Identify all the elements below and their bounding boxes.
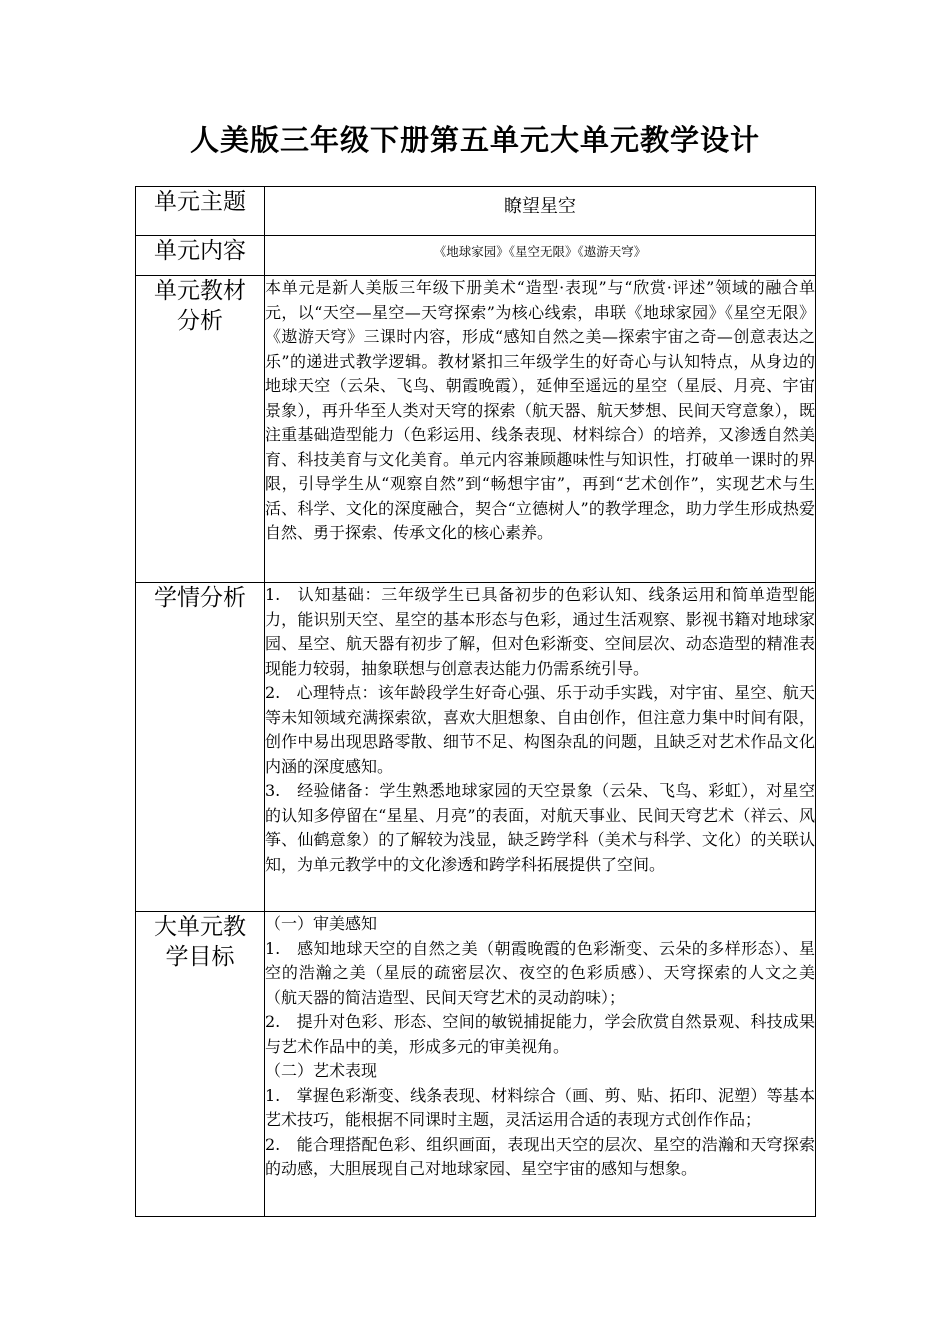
goal-section-heading: （一）审美感知 [265, 914, 378, 933]
learner-item: 3. 经验储备：学生熟悉地球家园的天空景象（云朵、飞鸟、彩虹），对星空的认知多停留在“星星、月亮”的表面，对航天事业、民间天穹艺术（祥云、风筝、仙鹤意象）的了解较为浅显，缺乏跨学科（美术与科学、文化）的关联认知，为单元教学中的文化渗透和跨学科拓展提供了空间。 [265, 781, 815, 874]
page-title: 人美版三年级下册第五单元大单元教学设计 [189, 123, 760, 157]
row-material-analysis [136, 276, 816, 583]
unit-design-table [135, 186, 816, 1217]
label-line: 学目标 [165, 944, 235, 970]
label-line: 分析 [177, 308, 223, 334]
goal-item: 1. 掌握色彩渐变、线条表现、材料综合（画、剪、贴、拓印、泥塑）等基本艺术技巧，能根据不同课时主题，灵活运用合适的表现方式创作作品； [265, 1085, 815, 1129]
cell-learner-analysis [265, 583, 816, 912]
label-text: 单元主题 [154, 189, 246, 215]
label-text: 单元内容 [154, 238, 246, 264]
unit-content-value: 《地球家园》《星空无限》《遨游天穹》 [433, 244, 647, 259]
label-line: 大单元教 [154, 914, 246, 940]
goal-item: 2. 提升对色彩、形态、空间的敏锐捕捉能力，学会欣赏自然景观、科技成果与艺术作品中的美，形成多元的审美视角。 [265, 1012, 815, 1056]
row-unit-theme [136, 187, 816, 236]
cell-unit-goals [265, 912, 816, 1217]
row-unit-goals [136, 912, 816, 1217]
unit-theme-value: 瞭望星空 [504, 196, 576, 217]
goal-item: 2. 能合理搭配色彩、组织画面，表现出天空的层次、星空的浩瀚和天穹探索的动感，大胆展现自己对地球家园、星空宇宙的感知与想象。 [265, 1134, 815, 1178]
row-learner-analysis [136, 583, 816, 912]
goal-item: 1. 感知地球天空的自然之美（朝霞晚霞的色彩渐变、云朵的多样形态）、星空的浩瀚之美（星辰的疏密层次、夜空的色彩质感）、天穹探索的人文之美（航天器的简洁造型、民间天穹艺术的灵动韵味）； [265, 938, 815, 1007]
cell-material-analysis [265, 276, 816, 583]
label-unit-goals [136, 912, 265, 1217]
cell-unit-theme [265, 187, 816, 236]
label-learner-analysis [136, 583, 265, 912]
label-line: 单元教材 [154, 278, 246, 304]
learner-item: 1. 认知基础：三年级学生已具备初步的色彩认知、线条运用和简单造型能力，能识别天空、星空的基本形态与色彩，通过生活观察、影视书籍对地球家园、星空、航天器有初步了解，但对色彩渐变、空间层次、动态造型的精准表现能力较弱，抽象联想与创意表达能力仍需系统引导。 [265, 585, 815, 678]
cell-unit-content [265, 236, 816, 276]
label-unit-content [136, 236, 265, 276]
label-unit-theme [136, 187, 265, 236]
label-material-analysis [136, 276, 265, 583]
goal-section-heading: （二）艺术表现 [265, 1061, 378, 1080]
learner-item: 2. 心理特点：该年龄段学生好奇心强、乐于动手实践，对宇宙、星空、航天等未知领域充满探索欲，喜欢大胆想象、自由创作，但注意力集中时间有限，创作中易出现思路零散、细节不足、构图杂乱的问题，且缺乏对艺术作品文化内涵的深度感知。 [265, 683, 815, 776]
label-text: 学情分析 [154, 585, 246, 611]
material-analysis-text: 本单元是新人美版三年级下册美术“造型·表现”与“欣赏·评述”领域的融合单元，以“天空—星空—天穹探索”为核心线索，串联《地球家园》《星空无限》《遨游天穹》三课时内容，形成“感知自然之美—探索宇宙之奇—创意表达之乐”的递进式教学逻辑。教材紧扣三年级学生的好奇心与认知特点，从身边的地球天空（云朵、飞鸟、朝霞晚霞），延伸至遥远的星空（星辰、月亮、宇宙景象），再升华至人类对天穹的探索（航天器、航天梦想、民间天穹意象），既注重基础造型能力（色彩运用、线条表现、材料综合）的培养，又渗透自然美育、科技美育与文化美育。单元内容兼顾趣味性与知识性，打破单一课时的界限，引导学生从“观察自然”到“畅想宇宙”，再到“艺术创作”，实现艺术与生活、科学、文化的深度融合，契合“立德树人”的教学理念，助力学生形成热爱自然、勇于探索、传承文化的核心素养。 [265, 278, 815, 542]
row-unit-content [136, 236, 816, 276]
